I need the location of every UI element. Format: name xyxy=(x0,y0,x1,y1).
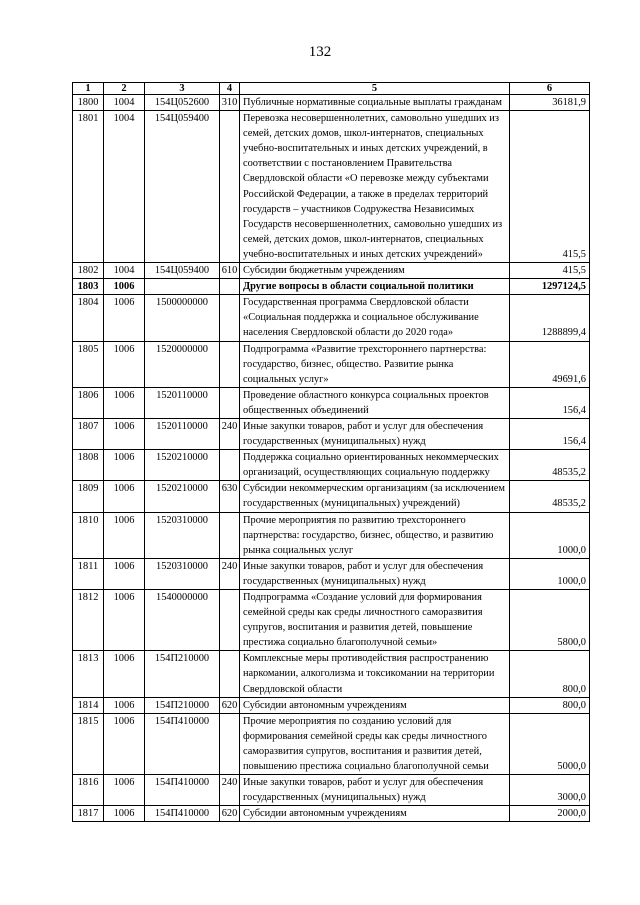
target-code-cell: 154П210000 xyxy=(145,697,220,713)
row-number-cell: 1800 xyxy=(73,95,104,111)
column-header: 5 xyxy=(240,83,510,95)
expense-type-cell xyxy=(220,279,240,295)
row-number-cell: 1803 xyxy=(73,279,104,295)
amount-cell: 1288899,4 xyxy=(510,295,590,341)
section-code-cell: 1004 xyxy=(104,95,145,111)
section-code-cell: 1006 xyxy=(104,450,145,481)
expense-type-cell xyxy=(220,512,240,558)
expense-type-cell: 240 xyxy=(220,775,240,806)
expense-type-cell: 630 xyxy=(220,481,240,512)
row-number-cell: 1809 xyxy=(73,481,104,512)
table-row xyxy=(73,341,590,387)
expense-type-cell: 620 xyxy=(220,697,240,713)
section-code-cell: 1006 xyxy=(104,697,145,713)
target-code-cell: 1520210000 xyxy=(145,450,220,481)
section-code-cell: 1006 xyxy=(104,590,145,651)
target-code-cell: 154П210000 xyxy=(145,651,220,697)
amount-cell: 415,5 xyxy=(510,111,590,263)
budget-table xyxy=(72,82,590,822)
section-code-cell: 1006 xyxy=(104,558,145,589)
expense-type-cell: 240 xyxy=(220,418,240,449)
table-row xyxy=(73,775,590,806)
description-cell: Публичные нормативные социальные выплаты гражданам xyxy=(240,95,510,111)
page-number: 132 xyxy=(308,44,332,60)
expense-type-cell xyxy=(220,713,240,774)
amount-cell: 156,4 xyxy=(510,387,590,418)
expense-type-cell xyxy=(220,450,240,481)
row-number-cell: 1812 xyxy=(73,590,104,651)
description-cell: Проведение областного конкурса социальных проектов общественных объединений xyxy=(240,387,510,418)
expense-type-cell: 310 xyxy=(220,95,240,111)
table-row xyxy=(73,418,590,449)
table-row xyxy=(73,697,590,713)
expense-type-cell xyxy=(220,387,240,418)
section-code-cell: 1004 xyxy=(104,263,145,279)
amount-cell: 36181,9 xyxy=(510,95,590,111)
amount-cell: 48535,2 xyxy=(510,450,590,481)
table-row xyxy=(73,263,590,279)
row-number-cell: 1802 xyxy=(73,263,104,279)
description-cell: Подпрограмма «Развитие трехстороннего партнерства: государство, бизнес, общество. Развитие рынка социальных услуг» xyxy=(240,341,510,387)
table-row xyxy=(73,713,590,774)
description-cell: Субсидии некоммерческим организациям (за исключением государственных (муниципальных) учреждений) xyxy=(240,481,510,512)
section-code-cell: 1006 xyxy=(104,295,145,341)
description-cell: Перевозка несовершеннолетних, самовольно ушедших из семей, детских домов, школ-интернатов, специальных учебно-воспитательных и иных детских учреждений, в соответствии с постановлением Правительства Свердловской области «О перевозке между субъектами Российской Федерации, а также в пределах территорий государств – участников Содружества Независимых Государств несовершеннолетних, самовольно ушедших из семей, детских домов, школ-интернатов, специальных учебно-воспитательных и иных детских учреждений» xyxy=(240,111,510,263)
row-number-cell: 1804 xyxy=(73,295,104,341)
table-row xyxy=(73,387,590,418)
description-cell: Подпрограмма «Создание условий для формирования семейной среды как среды личностного саморазвития супругов, воспитания и развития детей, повышение престижа социально благополучной семьи» xyxy=(240,590,510,651)
row-number-cell: 1813 xyxy=(73,651,104,697)
row-number-cell: 1816 xyxy=(73,775,104,806)
table-row xyxy=(73,111,590,263)
target-code-cell: 154Ц059400 xyxy=(145,263,220,279)
description-cell: Субсидии бюджетным учреждениям xyxy=(240,263,510,279)
column-header: 2 xyxy=(104,83,145,95)
description-cell: Прочие мероприятия по созданию условий для формирования семейной среды как среды личностного саморазвития супругов, воспитания и развития детей, повышению престижа социально благополучной семьи xyxy=(240,713,510,774)
amount-cell: 800,0 xyxy=(510,651,590,697)
section-code-cell: 1006 xyxy=(104,387,145,418)
target-code-cell: 1520110000 xyxy=(145,387,220,418)
expense-type-cell: 610 xyxy=(220,263,240,279)
expense-type-cell: 240 xyxy=(220,558,240,589)
row-number-cell: 1814 xyxy=(73,697,104,713)
target-code-cell: 154Ц059400 xyxy=(145,111,220,263)
target-code-cell: 1500000000 xyxy=(145,295,220,341)
amount-cell: 156,4 xyxy=(510,418,590,449)
amount-cell: 1000,0 xyxy=(510,512,590,558)
row-number-cell: 1806 xyxy=(73,387,104,418)
target-code-cell: 1540000000 xyxy=(145,590,220,651)
section-code-cell: 1006 xyxy=(104,713,145,774)
table-row xyxy=(73,279,590,295)
expense-type-cell xyxy=(220,651,240,697)
row-number-cell: 1805 xyxy=(73,341,104,387)
target-code-cell xyxy=(145,279,220,295)
expense-type-cell xyxy=(220,590,240,651)
amount-cell: 49691,6 xyxy=(510,341,590,387)
target-code-cell: 1520310000 xyxy=(145,512,220,558)
table-row xyxy=(73,651,590,697)
expense-type-cell xyxy=(220,111,240,263)
target-code-cell: 1520310000 xyxy=(145,558,220,589)
amount-cell: 5800,0 xyxy=(510,590,590,651)
row-number-cell: 1807 xyxy=(73,418,104,449)
expense-type-cell xyxy=(220,295,240,341)
table-row xyxy=(73,450,590,481)
table-row xyxy=(73,590,590,651)
section-code-cell: 1006 xyxy=(104,418,145,449)
section-code-cell: 1006 xyxy=(104,481,145,512)
table-row xyxy=(73,481,590,512)
row-number-cell: 1817 xyxy=(73,806,104,822)
column-header: 4 xyxy=(220,83,240,95)
description-cell: Субсидии автономным учреждениям xyxy=(240,806,510,822)
expense-type-cell: 620 xyxy=(220,806,240,822)
row-number-cell: 1815 xyxy=(73,713,104,774)
target-code-cell: 154П410000 xyxy=(145,806,220,822)
column-header: 1 xyxy=(73,83,104,95)
description-cell: Иные закупки товаров, работ и услуг для обеспечения государственных (муниципальных) нужд xyxy=(240,558,510,589)
section-code-cell: 1006 xyxy=(104,651,145,697)
amount-cell: 1000,0 xyxy=(510,558,590,589)
description-cell: Государственная программа Свердловской области «Социальная поддержка и социальное обслуживание населения Свердловской области до 2020 года» xyxy=(240,295,510,341)
table-row xyxy=(73,95,590,111)
description-cell: Иные закупки товаров, работ и услуг для обеспечения государственных (муниципальных) нужд xyxy=(240,775,510,806)
row-number-cell: 1808 xyxy=(73,450,104,481)
table-row xyxy=(73,512,590,558)
expense-type-cell xyxy=(220,341,240,387)
target-code-cell: 154П410000 xyxy=(145,713,220,774)
amount-cell: 3000,0 xyxy=(510,775,590,806)
amount-cell: 48535,2 xyxy=(510,481,590,512)
column-header: 3 xyxy=(145,83,220,95)
description-cell: Комплексные меры противодействия распространению наркомании, алкоголизма и токсикомании на территории Свердловской области xyxy=(240,651,510,697)
row-number-cell: 1811 xyxy=(73,558,104,589)
description-cell: Поддержка социально ориентированных некоммерческих организаций, осуществляющих социальную поддержку xyxy=(240,450,510,481)
section-code-cell: 1006 xyxy=(104,806,145,822)
section-code-cell: 1006 xyxy=(104,512,145,558)
section-code-cell: 1004 xyxy=(104,111,145,263)
target-code-cell: 154Ц052600 xyxy=(145,95,220,111)
target-code-cell: 154П410000 xyxy=(145,775,220,806)
row-number-cell: 1801 xyxy=(73,111,104,263)
target-code-cell: 1520000000 xyxy=(145,341,220,387)
table-row xyxy=(73,558,590,589)
section-code-cell: 1006 xyxy=(104,775,145,806)
header-row xyxy=(73,83,590,95)
amount-cell: 5000,0 xyxy=(510,713,590,774)
section-code-cell: 1006 xyxy=(104,279,145,295)
target-code-cell: 1520210000 xyxy=(145,481,220,512)
amount-cell: 1297124,5 xyxy=(510,279,590,295)
amount-cell: 415,5 xyxy=(510,263,590,279)
table-row xyxy=(73,806,590,822)
row-number-cell: 1810 xyxy=(73,512,104,558)
description-cell: Субсидии автономным учреждениям xyxy=(240,697,510,713)
amount-cell: 2000,0 xyxy=(510,806,590,822)
section-code-cell: 1006 xyxy=(104,341,145,387)
description-cell: Другие вопросы в области социальной политики xyxy=(240,279,510,295)
description-cell: Иные закупки товаров, работ и услуг для обеспечения государственных (муниципальных) нужд xyxy=(240,418,510,449)
description-cell: Прочие мероприятия по развитию трехстороннего партнерства: государство, бизнес, общество, и развитию рынка социальных услуг xyxy=(240,512,510,558)
table-row xyxy=(73,295,590,341)
column-header: 6 xyxy=(510,83,590,95)
target-code-cell: 1520110000 xyxy=(145,418,220,449)
amount-cell: 800,0 xyxy=(510,697,590,713)
